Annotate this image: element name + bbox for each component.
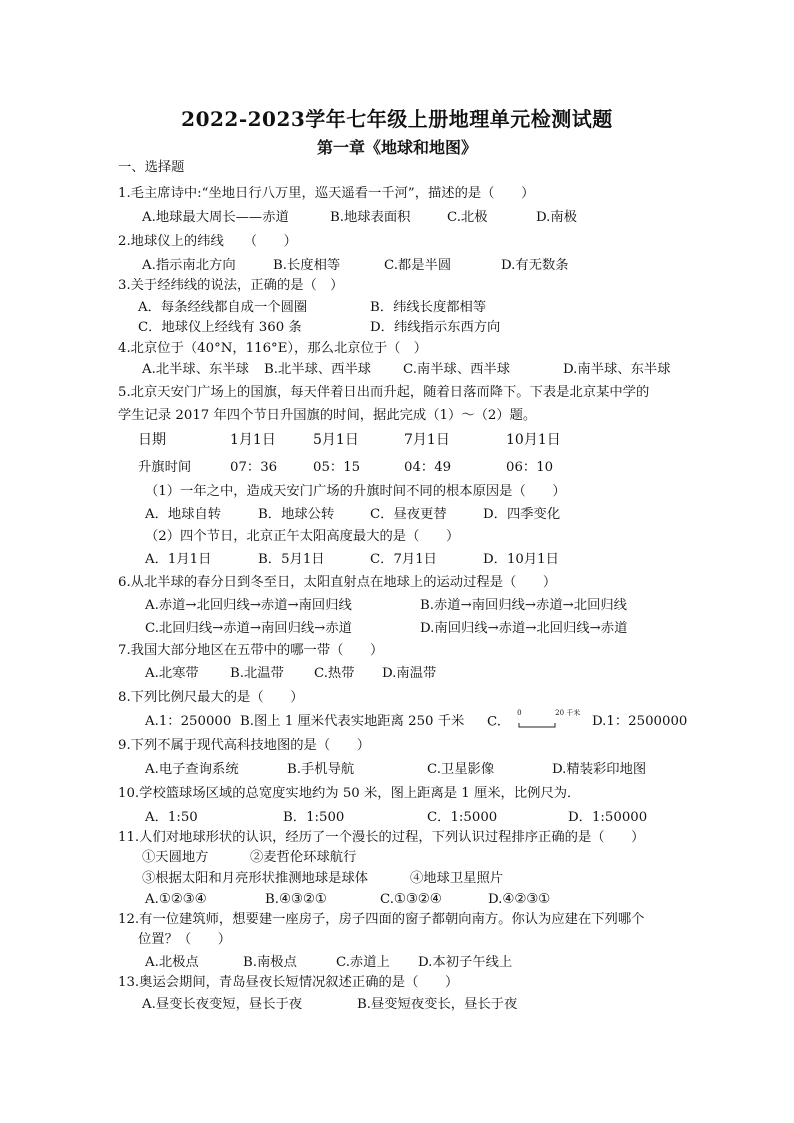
q3-option-a: A．每条经线都自成一个圆圈 [138, 300, 308, 315]
q1-option-a: A.地球最大周长——赤道 [142, 210, 289, 225]
q7-stem: 7.我国大部分地区在五带中的哪一带（ ） [118, 643, 384, 658]
q1-option-b: B.地球表面积 [330, 210, 411, 225]
q5-sub1-option-a: A．地球自转 [145, 507, 222, 522]
q9-option-c: C.卫星影像 [427, 762, 495, 777]
q12-option-d: D.本初子午线上 [418, 955, 513, 970]
q5-sub1-option-b: B．地球公转 [258, 507, 335, 522]
q10-stem: 10.学校篮球场区域的总宽度实地约为 50 米，图上距离是 1 厘米，比例尺为． [118, 786, 581, 801]
q10-option-c: C．1:5000 [427, 810, 498, 825]
page-subtitle: 第一章《地球和地图》 [316, 138, 477, 157]
q4-option-a: A.北半球、东半球 [142, 362, 249, 377]
q9-option-b: B.手机导航 [287, 762, 355, 777]
table-cell-date-label: 日期 [138, 432, 166, 448]
q8-option-c-label: C. [487, 714, 501, 730]
q11-option-d: D.④②③① [488, 892, 551, 907]
q5-stem-line2: 学生记录 2017 年四个节日升国旗的时间，据此完成（1）～（2）题。 [118, 408, 537, 423]
q11-option-a: A.①②③④ [145, 892, 207, 907]
q12-option-a: A.北极点 [145, 955, 199, 970]
q11-option-c: C.①③②④ [380, 892, 442, 907]
q6-option-a: A.赤道→北回归线→赤道→南回归线 [145, 598, 352, 613]
table-cell-date-3: 7月1日 [404, 432, 450, 448]
q5-sub2-option-d: D．10月1日 [483, 552, 559, 567]
q5-sub2-option-a: A．1月1日 [145, 552, 212, 567]
q1-option-d: D.南极 [536, 210, 578, 225]
scale-start-label: 0 [517, 709, 522, 717]
q1-option-c: C.北极 [447, 210, 488, 225]
table-cell-time-2: 05：15 [313, 460, 361, 475]
q13-stem: 13.奥运会期间，青岛昼夜长短情况叙述正确的是（ ） [118, 975, 459, 990]
q11-stem: 11.人们对地球形状的认识，经历了一个漫长的过程，下列认识过程排序正确的是（ ） [118, 830, 645, 845]
q3-option-d: D．纬线指示东西方向 [370, 320, 501, 335]
scale-end-label: 20 千米 [555, 709, 581, 717]
q2-option-c: C.都是半圆 [384, 258, 452, 273]
q5-sub2-option-b: B．5月1日 [258, 552, 325, 567]
q5-sub1-option-c: C．昼夜更替 [370, 507, 447, 522]
q13-option-b: B.昼变短夜变长，昼长于夜 [357, 997, 518, 1012]
q8-option-d: D.1：2500000 [592, 714, 688, 729]
q12-option-c: C.赤道上 [336, 955, 390, 970]
q12-stem-line2: 位置？（ ） [138, 932, 232, 947]
q6-option-d: D.南回归线→赤道→北回归线→赤道 [420, 621, 628, 636]
q9-option-a: A.电子查询系统 [145, 762, 239, 777]
q7-option-c: C.热带 [314, 666, 355, 681]
q1-stem: 1.毛主席诗中:“坐地日行八万里，巡天遥看一千河”，描述的是（ ） [118, 186, 535, 201]
q8-option-a: A.1：250000 [145, 714, 232, 729]
q3-stem: 3.关于经纬线的说法，正确的是（ ） [118, 278, 344, 293]
q2-option-a: A.指示南北方向 [142, 258, 236, 273]
section-heading: 一、选择题 [118, 160, 185, 175]
q2-option-b: B.长度相等 [273, 258, 341, 273]
q4-option-d: D.南半球、东半球 [563, 362, 671, 377]
q3-option-c: C．地球仪上经线有 360 条 [138, 320, 302, 335]
q5-sub1-option-d: D．四季变化 [483, 507, 561, 522]
q7-option-d: D.南温带 [382, 666, 437, 681]
q8-option-c [487, 709, 581, 733]
q11-item-3: ③根据太阳和月亮形状推测地球是球体 [142, 871, 369, 886]
q9-option-d: D.精装彩印地图 [552, 762, 647, 777]
q4-stem: 4.北京位于（40°N，116°E），那么北京位于（ ） [118, 341, 428, 356]
line-scale-bar [509, 709, 581, 732]
q5-sub2-stem: （2）四个节日，北京正午太阳高度最大的是（ ） [145, 529, 460, 544]
q3-option-b: B．纬线长度都相等 [370, 300, 487, 315]
table-cell-date-2: 5月1日 [313, 432, 359, 448]
q13-option-a: A.昼变长夜变短，昼长于夜 [142, 997, 303, 1012]
table-cell-date-1: 1月1日 [230, 432, 276, 448]
q11-item-2: ②麦哲伦环球航行 [250, 850, 357, 865]
page-title: 2022-2023学年七年级上册地理单元检测试题 [181, 107, 613, 131]
table-cell-time-1: 07：36 [230, 460, 278, 475]
q4-option-c: C.南半球、西半球 [403, 362, 511, 377]
q5-sub1-stem: （1）一年之中，造成天安门广场的升旗时间不同的根本原因是（ ） [145, 484, 566, 499]
q5-sub2-option-c: C．7月1日 [370, 552, 437, 567]
q7-option-b: B.北温带 [230, 666, 284, 681]
table-cell-time-4: 06：10 [506, 460, 554, 475]
q2-option-d: D.有无数条 [501, 258, 569, 273]
table-cell-time-label: 升旗时间 [138, 460, 192, 475]
q9-stem: 9.下列不属于现代高科技地图的是（ ） [118, 738, 371, 753]
q5-stem-line1: 5.北京天安门广场上的国旗，每天伴着日出而升起，随着日落而降下。下表是北京某中学的 [118, 385, 650, 400]
q10-option-d: D．1:50000 [568, 810, 648, 825]
table-cell-time-3: 04：49 [404, 460, 452, 475]
table-cell-date-4: 10月1日 [506, 432, 561, 448]
q6-stem: 6.从北半球的春分日到冬至日，太阳直射点在地球上的运动过程是（ ） [118, 575, 557, 590]
q6-option-c: C.北回归线→赤道→南回归线→赤道 [145, 621, 352, 636]
q6-option-b: B.赤道→南回归线→赤道→北回归线 [420, 598, 627, 613]
scale-bar-line [509, 712, 581, 732]
q11-item-4: ④地球卫星照片 [410, 871, 504, 886]
q11-item-1: ①天圆地方 [142, 850, 209, 865]
q4-option-b: B.北半球、西半球 [264, 362, 372, 377]
q8-stem: 8.下列比例尺最大的是（ ） [118, 690, 304, 705]
q7-option-a: A.北寒带 [145, 666, 199, 681]
q10-option-b: B．1:500 [283, 810, 345, 825]
q11-option-b: B.④③②① [265, 892, 327, 907]
q2-stem: 2.地球仪上的纬线 （ ） [118, 234, 297, 249]
q10-option-a: A．1:50 [145, 810, 198, 825]
q8-option-b: B.图上 1 厘米代表实地距离 250 千米 [240, 714, 465, 729]
q12-stem-line1: 12.有一位建筑师，想要建一座房子，房子四面的窗子都朝向南方。你认为应建在下列哪个 [118, 912, 645, 927]
q12-option-b: B.南极点 [243, 955, 297, 970]
